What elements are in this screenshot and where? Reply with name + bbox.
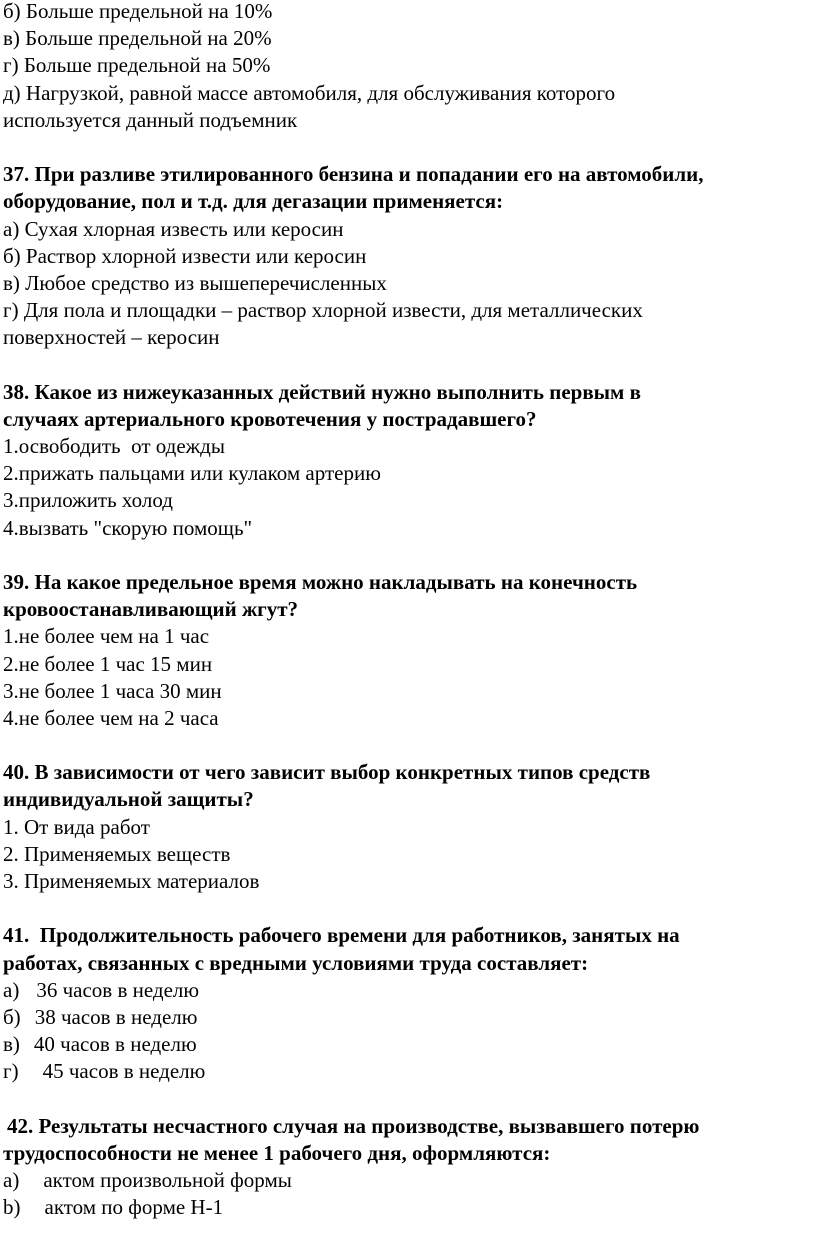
answer-option: 3. Применяемых материалов — [3, 869, 260, 893]
previous-question-options — [3, 0, 815, 134]
question-title — [3, 379, 815, 406]
answer-option: 2. Применяемых веществ — [3, 841, 231, 866]
answer-option: 2.прижать пальцами или кулаком артерию — [3, 461, 381, 486]
answer-option: 1.освободить от одежды — [3, 434, 225, 458]
answer-option: 1. От вида работ — [3, 814, 150, 839]
question-number: 38 — [3, 379, 24, 404]
answer-option: д) Нагрузкой, равной массе автомобиля, для обслуживания которого — [3, 80, 616, 105]
option-marker: б) — [3, 1004, 21, 1029]
option-marker: а) — [3, 977, 20, 1002]
question-title: 40. В зависимости от чего зависит выбор конкретных типов средств — [3, 760, 651, 785]
question-title: трудоспособности не менее 1 рабочего дня, оформляются: — [3, 1140, 551, 1165]
answer-option: в) Любое средство из вышеперечисленных — [3, 270, 387, 295]
answer-option: 3.не более 1 часа 30 мин — [3, 678, 222, 703]
question-39 — [3, 569, 815, 732]
question-title: 42. Результаты несчастного случая на производстве, вызвавшего потерю — [7, 1113, 700, 1138]
question-text: . Какое из нижеуказанных действий нужно выполнить первым в — [24, 379, 641, 404]
question-title: индивидуальной защиты? — [3, 787, 254, 812]
answer-option — [3, 1167, 815, 1194]
answer-option — [3, 1058, 815, 1085]
option-text: актом по форме Н-1 — [44, 1195, 224, 1220]
answer-option: поверхностей – керосин — [3, 325, 220, 350]
question-42 — [3, 1113, 815, 1222]
question-title: случаях артериального кровотечения у пострадавшего? — [3, 406, 537, 431]
answer-option: 4.не более чем на 2 часа — [3, 705, 219, 730]
question-title: кровоостанавливающий жгут? — [3, 597, 299, 622]
question-40 — [3, 759, 815, 895]
answer-option: г) Больше предельной на 50% — [3, 53, 271, 78]
option-text: актом произвольной формы — [43, 1168, 292, 1193]
answer-option: а) Сухая хлорная известь или керосин — [3, 216, 344, 241]
question-title: 39. На какое предельное время можно накладывать на конечность — [3, 569, 638, 594]
option-marker: а) — [3, 1168, 20, 1193]
answer-option — [3, 1194, 815, 1221]
question-title: 37. При разливе этилированного бензина и попадании его на автомобили, — [3, 162, 704, 187]
question-41 — [3, 922, 815, 1085]
answer-option: используется данный подъемник — [3, 107, 298, 132]
question-37 — [3, 161, 815, 351]
answer-option: 2.не более 1 час 15 мин — [3, 651, 213, 676]
answer-option — [3, 1031, 815, 1058]
option-text: 45 часов в неделю — [42, 1059, 206, 1084]
answer-option: 1.не более чем на 1 час — [3, 624, 210, 649]
question-title: 41. Продолжительность рабочего времени для работников, занятых на — [3, 923, 680, 948]
question-38 — [3, 379, 815, 542]
answer-option: 3.приложить холод — [3, 488, 173, 513]
option-text: 40 часов в неделю — [33, 1032, 197, 1057]
answer-option — [3, 977, 815, 1004]
option-marker: г) — [3, 1059, 19, 1084]
answer-option: б) Раствор хлорной извести или керосин — [3, 243, 367, 268]
answer-option — [3, 1004, 815, 1031]
answer-option: б) Больше предельной на 10% — [3, 0, 273, 23]
option-text: 36 часов в неделю — [36, 977, 200, 1002]
option-marker: в) — [3, 1032, 20, 1057]
question-title: оборудование, пол и т.д. для дегазации применяется: — [3, 189, 504, 214]
question-title: работах, связанных с вредными условиями труда составляет: — [3, 950, 589, 975]
answer-option: г) Для пола и площадки – раствор хлорной извести, для металлических — [3, 298, 643, 323]
option-text: 38 часов в неделю — [34, 1004, 198, 1029]
answer-option: в) Больше предельной на 20% — [3, 26, 272, 51]
answer-option: 4.вызвать "скорую помощь" — [3, 515, 253, 540]
option-marker: b) — [3, 1195, 21, 1220]
